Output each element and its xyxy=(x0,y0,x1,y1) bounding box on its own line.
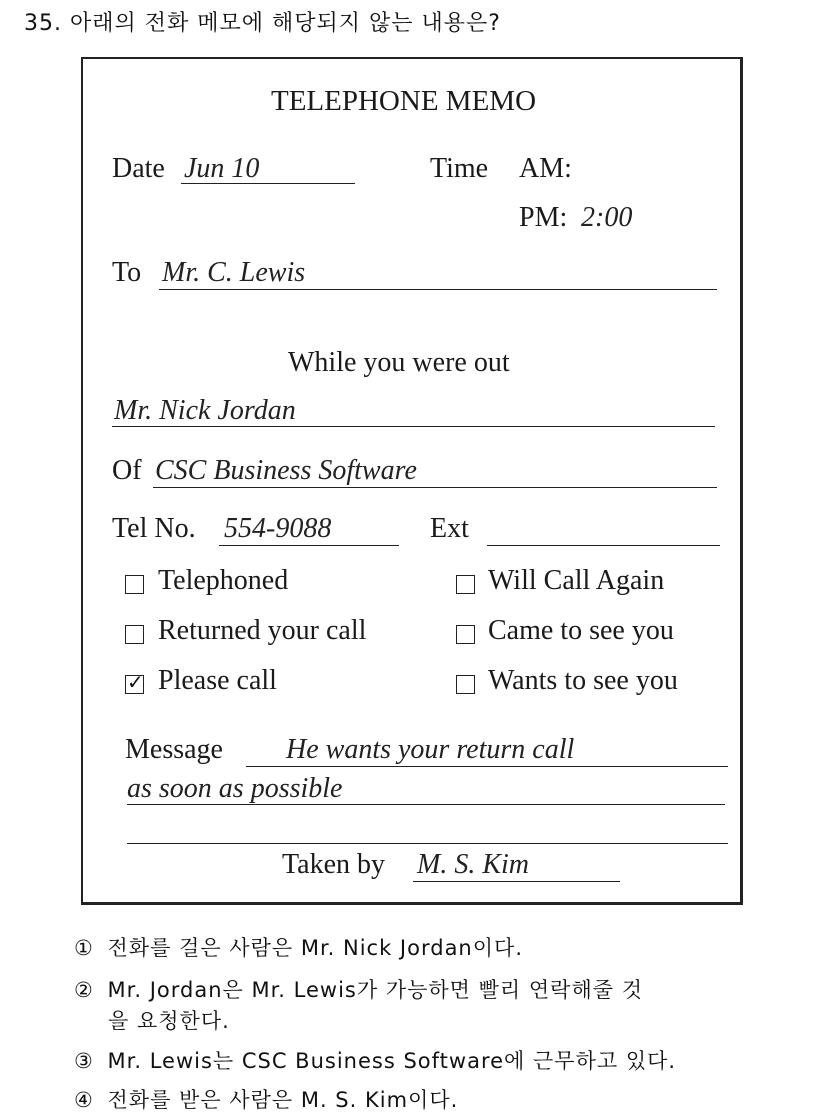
ext-label: Ext xyxy=(430,513,469,544)
of-value: CSC Business Software xyxy=(155,455,417,486)
caller-underline xyxy=(112,426,715,427)
please-call-label: Please call xyxy=(158,665,277,696)
telephoned-checkbox[interactable] xyxy=(125,575,144,594)
ext-underline xyxy=(487,545,720,546)
option-4[interactable] xyxy=(74,1084,458,1114)
question-text: 35. 아래의 전화 메모에 해당되지 않는 내용은? xyxy=(24,11,501,36)
option-1-marker: ① xyxy=(74,936,94,960)
will-call-again-label: Will Call Again xyxy=(488,565,665,596)
will-call-again-checkbox[interactable] xyxy=(456,575,475,594)
while-you-were-out: While you were out xyxy=(288,347,510,378)
tel-underline xyxy=(219,545,399,546)
message-underline-1 xyxy=(246,766,728,767)
message-underline-2 xyxy=(127,804,725,805)
option-2-marker: ② xyxy=(74,978,94,1002)
returned-call-label: Returned your call xyxy=(158,615,367,646)
came-to-see-label: Came to see you xyxy=(488,615,674,646)
came-to-see-checkbox[interactable] xyxy=(456,625,475,644)
pm-value: 2:00 xyxy=(581,202,633,233)
date-label: Date xyxy=(112,153,165,184)
tel-label: Tel No. xyxy=(112,513,196,544)
message-line2: as soon as possible xyxy=(127,773,343,804)
date-value: Jun 10 xyxy=(184,153,260,184)
of-underline xyxy=(153,487,717,488)
memo-title: TELEPHONE MEMO xyxy=(271,85,537,117)
returned-call-checkbox[interactable] xyxy=(125,625,144,644)
message-line1: He wants your return call xyxy=(286,734,575,765)
please-call-checkbox[interactable] xyxy=(125,670,144,694)
tel-value: 554-9088 xyxy=(224,513,332,544)
taken-by-label: Taken by xyxy=(282,849,386,880)
date-underline xyxy=(181,183,355,184)
pm-label: PM: xyxy=(519,202,568,233)
option-3-text: Mr. Lewis는 CSC Business Software에 근무하고 있다. xyxy=(107,1049,677,1073)
time-label: Time xyxy=(430,153,489,184)
am-label: AM: xyxy=(519,153,572,184)
to-label: To xyxy=(112,257,142,288)
to-value: Mr. C. Lewis xyxy=(162,257,306,288)
taken-by-value: M. S. Kim xyxy=(417,849,529,880)
option-3-marker: ③ xyxy=(74,1049,94,1073)
option-4-marker: ④ xyxy=(74,1088,94,1112)
telephoned-label: Telephoned xyxy=(158,565,289,596)
wants-to-see-label: Wants to see you xyxy=(488,665,678,696)
option-1[interactable] xyxy=(74,932,523,962)
message-label: Message xyxy=(125,734,223,765)
option-4-text: 전화를 받은 사람은 M. S. Kim이다. xyxy=(107,1088,459,1112)
option-2[interactable] xyxy=(74,974,643,1004)
wants-to-see-checkbox[interactable] xyxy=(456,675,475,694)
check-mark-icon: ✓ xyxy=(127,670,144,694)
telephone-memo xyxy=(81,57,743,905)
option-2-text-continued: 을 요청한다. xyxy=(108,1009,230,1033)
of-label: Of xyxy=(112,455,142,486)
option-3[interactable] xyxy=(74,1045,676,1075)
option-1-text: 전화를 걸은 사람은 Mr. Nick Jordan이다. xyxy=(107,936,523,960)
caller-name: Mr. Nick Jordan xyxy=(114,395,296,426)
taken-by-underline xyxy=(413,881,620,882)
message-underline-3 xyxy=(127,843,728,844)
to-underline xyxy=(159,289,717,290)
option-2-text: Mr. Jordan은 Mr. Lewis가 가능하면 빨리 연락해줄 것 xyxy=(107,978,643,1002)
